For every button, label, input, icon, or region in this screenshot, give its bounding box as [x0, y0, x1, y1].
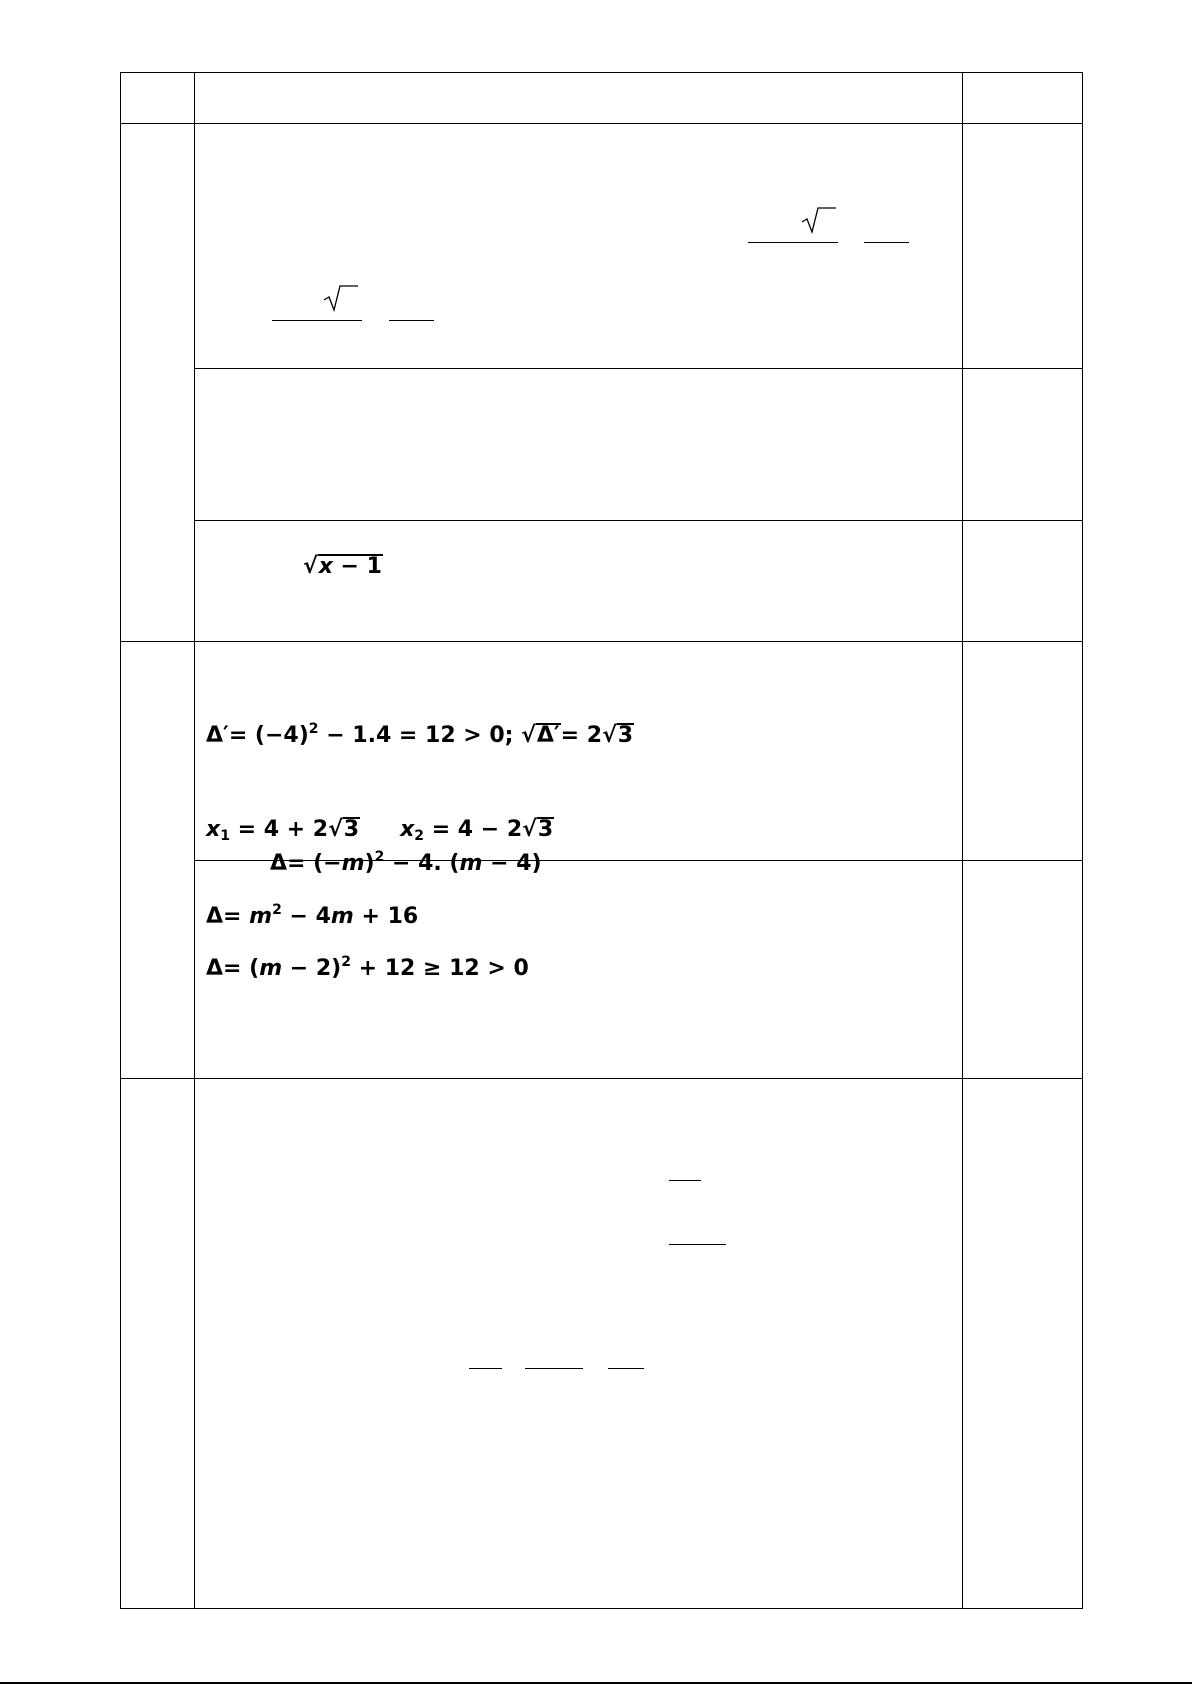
table-right-border	[1082, 72, 1083, 1609]
x1-label: x	[206, 817, 221, 842]
delta3-mid: − 2)	[282, 956, 342, 981]
delta1-exp: 2	[374, 849, 385, 865]
section1-row-b-divider	[194, 520, 1083, 521]
delta-prime-root: Δ′	[536, 723, 560, 748]
sqrt-rest: − 1	[332, 554, 382, 579]
fraction-bar-7	[469, 1368, 502, 1369]
section1-end-divider	[120, 641, 1083, 642]
x1-root: 3	[343, 817, 360, 842]
table-col2-divider	[962, 72, 963, 1609]
delta-prime-equation: $\Delta'= (-4)^2 - 1.4 = 12 > 0$; √Δ′= 2√3	[206, 721, 634, 748]
radical-fragment-1	[800, 206, 840, 236]
sqrt-x-minus-1: √x − 1	[303, 554, 382, 579]
delta1-rest: − 4. (	[384, 851, 460, 876]
sqrt-var: x	[318, 554, 333, 579]
page-footer-rule	[0, 1682, 1192, 1684]
fraction-bar-8	[525, 1368, 583, 1369]
fraction-bar-4	[389, 320, 434, 321]
fraction-bar-5	[669, 1180, 701, 1181]
roots-equation: $x_1 = 4 + 2√3$ $x_2 = 4 - 2√3$	[206, 817, 554, 844]
x1-value: = 4 + 2	[229, 817, 329, 842]
delta1-var: m	[341, 851, 365, 876]
fraction-bar-6	[669, 1244, 726, 1245]
delta3-exp: 2	[341, 954, 351, 970]
delta3-lhs: Δ= (	[206, 956, 260, 981]
section2-end-divider	[120, 1078, 1083, 1079]
delta1-tail: − 4)	[482, 851, 542, 876]
x2-root: 3	[537, 817, 554, 842]
delta3-tail: + 12 ≥ 12 > 0	[351, 956, 529, 981]
fraction-bar-1	[748, 242, 838, 243]
fraction-bar-9	[608, 1368, 644, 1369]
table-col1-divider	[194, 72, 195, 1609]
fraction-bar-2	[864, 242, 909, 243]
delta-line-2	[206, 904, 418, 930]
fraction-bar-3	[272, 320, 362, 321]
delta-line-1: $\Delta= (-m)^2 - 4$. (m − 4)	[270, 849, 542, 876]
delta-line-3	[206, 956, 529, 982]
x2-sub: 2	[414, 828, 425, 844]
delta-prime-sqrt-val: 3	[617, 723, 634, 748]
section1-row-a-divider	[194, 368, 1083, 369]
x1-sub: 1	[220, 828, 230, 844]
x2-value: = 4 − 2	[424, 817, 523, 842]
x2-label: x	[400, 817, 415, 842]
radical-fragment-2	[322, 284, 362, 314]
delta-prime-exp: 2	[308, 721, 319, 737]
delta-prime-rhs: = 2	[560, 723, 603, 748]
delta2-var: m	[249, 904, 273, 929]
delta2-mid: − 4	[281, 904, 331, 929]
delta2-var2: m	[330, 904, 354, 929]
delta1-var2: m	[459, 851, 483, 876]
table-left-border	[120, 72, 121, 1609]
delta-prime-mid: − 1.4 = 12 > 0;	[318, 723, 522, 748]
table-bottom-border	[120, 1608, 1083, 1609]
header-row-divider	[120, 123, 1083, 124]
delta2-lhs: Δ=	[206, 904, 250, 929]
delta2-exp: 2	[272, 902, 282, 918]
delta-prime-lhs: Δ′= (−4)	[206, 723, 309, 748]
delta1-lhs: Δ= (−	[270, 851, 342, 876]
delta3-var: m	[259, 956, 283, 981]
delta2-tail: + 16	[353, 904, 419, 929]
table-top-border	[120, 72, 1083, 73]
